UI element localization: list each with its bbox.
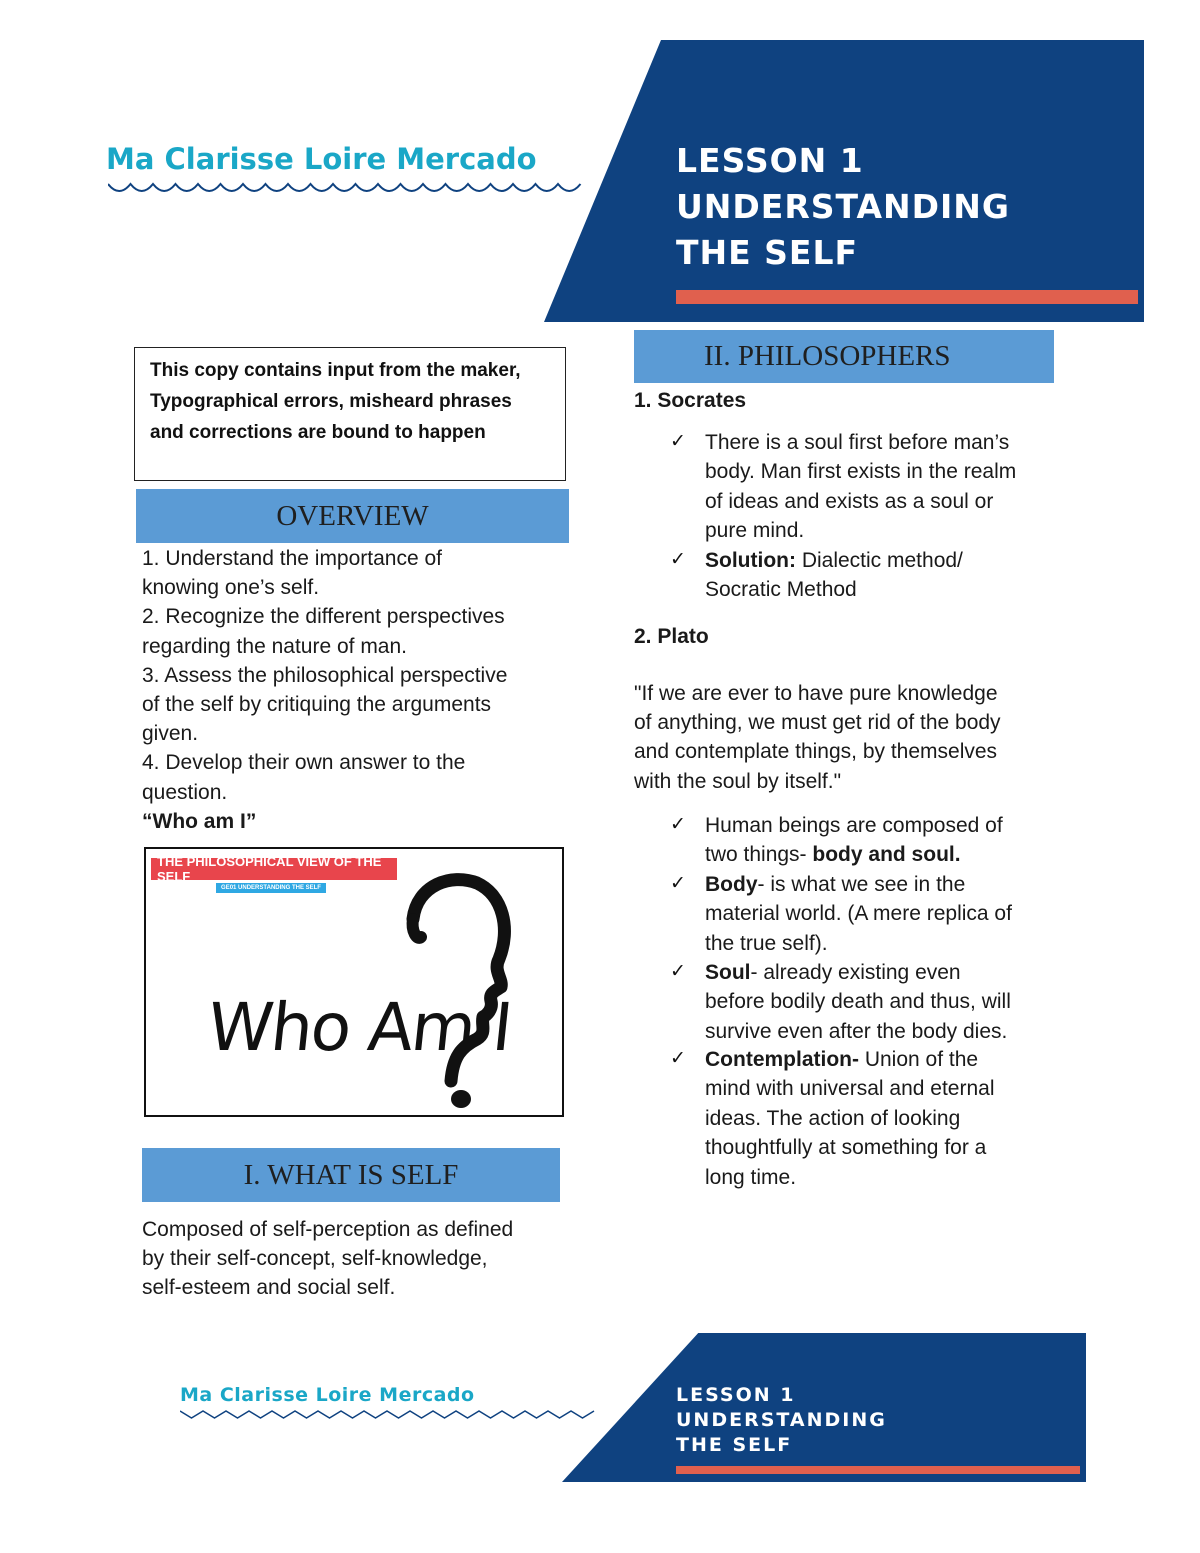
bullet-text: - is what we see in the	[757, 873, 966, 896]
what-is-self-text	[142, 1215, 513, 1303]
footer-lesson-title	[676, 1386, 887, 1461]
bullet-label: Solution:	[705, 549, 796, 572]
disclaimer-line: and corrections are bound to happen	[150, 422, 486, 443]
overview-line: 1. Understand the importance of	[142, 547, 443, 570]
check-icon: ✓	[670, 873, 686, 894]
footer-wave-decoration	[180, 1408, 596, 1420]
who-am-i-image	[144, 847, 564, 1117]
footer-author-name: Ma Clarisse Loire Mercado	[180, 1384, 475, 1406]
overview-line: of the self by critiquing the arguments	[142, 693, 492, 717]
lesson-title-line: UNDERSTANDING	[676, 1409, 887, 1431]
bullet-emphasis: body and soul.	[812, 843, 961, 867]
author-name: Ma Clarisse Loire Mercado	[106, 142, 537, 176]
image-caption: Who Am I	[203, 989, 515, 1066]
bullet-line: Socratic Method	[705, 578, 857, 602]
image-banner: THE PHILOSOPHICAL VIEW OF THE SELF	[151, 858, 397, 880]
bullet-line: thoughtfully at something for a	[705, 1136, 987, 1160]
what-is-self-heading: I. WHAT IS SELF	[142, 1148, 560, 1202]
socrates-heading: 1. Socrates	[634, 389, 747, 412]
overview-question: “Who am I”	[142, 809, 257, 833]
bullet-line: pure mind.	[705, 519, 805, 543]
wave-decoration	[108, 180, 582, 198]
overview-heading: OVERVIEW	[136, 489, 569, 543]
bullet-line: ideas. The action of looking	[705, 1106, 961, 1130]
image-sub-banner: GE01 UNDERSTANDING THE SELF	[216, 883, 326, 893]
bullet-line: material world. (A mere replica of	[705, 902, 1012, 926]
check-icon: ✓	[670, 431, 686, 452]
overview-line: regarding the nature of man.	[142, 634, 408, 658]
question-head-icon	[391, 867, 521, 1112]
lesson-title-line: UNDERSTANDING	[676, 187, 1011, 226]
plato-heading: 2. Plato	[634, 625, 709, 648]
footer-accent-bar	[676, 1466, 1080, 1474]
bullet-line: There is a soul first before man’s	[705, 431, 1010, 454]
check-icon: ✓	[670, 814, 686, 835]
bullet-line: of ideas and exists as a soul or	[705, 489, 994, 513]
philosophers-heading: II. PHILOSOPHERS	[634, 330, 1054, 383]
bullet-text: Dialectic method/	[795, 549, 963, 572]
quote-line: "If we are ever to have pure knowledge	[634, 682, 998, 705]
bullet-text: two things-	[705, 843, 813, 867]
lesson-title-line: LESSON 1	[676, 141, 864, 180]
check-icon: ✓	[670, 549, 686, 570]
accent-bar	[676, 290, 1138, 304]
overview-list	[142, 544, 507, 836]
plato-quote	[634, 679, 1001, 796]
lesson-title-line: LESSON 1	[676, 1384, 796, 1406]
bullet-line: mind with universal and eternal	[705, 1077, 995, 1101]
bullet-line: the true self).	[705, 931, 828, 955]
overview-line: question.	[142, 780, 228, 804]
disclaimer-line: Typographical errors, misheard phrases	[150, 391, 512, 412]
bullet-text: Union of the	[858, 1048, 979, 1071]
bullet-line: body. Man first exists in the realm	[705, 460, 1017, 484]
check-icon: ✓	[670, 1048, 686, 1069]
overview-line: given.	[142, 722, 199, 746]
quote-line: of anything, we must get rid of the body	[634, 711, 1001, 735]
bullet-line: Human beings are composed of	[705, 814, 1003, 837]
overview-line: 4. Develop their own answer to the	[142, 751, 466, 775]
lesson-title	[676, 141, 1011, 282]
bullet-label: Soul	[705, 961, 751, 984]
bullet-line: long time.	[705, 1165, 797, 1189]
check-icon: ✓	[670, 961, 686, 982]
what-is-self-line: Composed of self-perception as defined	[142, 1218, 514, 1241]
overview-line: knowing one’s self.	[142, 576, 320, 600]
bullet-text: - already existing even	[750, 961, 961, 984]
lesson-title-line: THE SELF	[676, 233, 859, 272]
bullet-line: survive even after the body dies.	[705, 1019, 1008, 1043]
disclaimer-line: This copy contains input from the maker,	[150, 360, 521, 381]
quote-line: and contemplate things, by themselves	[634, 740, 998, 764]
quote-line: with the soul by itself."	[634, 769, 842, 793]
bullet-label: Contemplation-	[705, 1048, 859, 1071]
lesson-title-line: THE SELF	[676, 1434, 793, 1456]
overview-line: 3. Assess the philosophical perspective	[142, 663, 508, 687]
bullet-label: Body	[705, 873, 758, 896]
overview-line: 2. Recognize the different perspectives	[142, 605, 505, 629]
bullet-line: before bodily death and thus, will	[705, 990, 1011, 1014]
what-is-self-line: by their self-concept, self-knowledge,	[142, 1247, 488, 1271]
what-is-self-line: self-esteem and social self.	[142, 1276, 396, 1300]
disclaimer-box	[134, 347, 566, 481]
